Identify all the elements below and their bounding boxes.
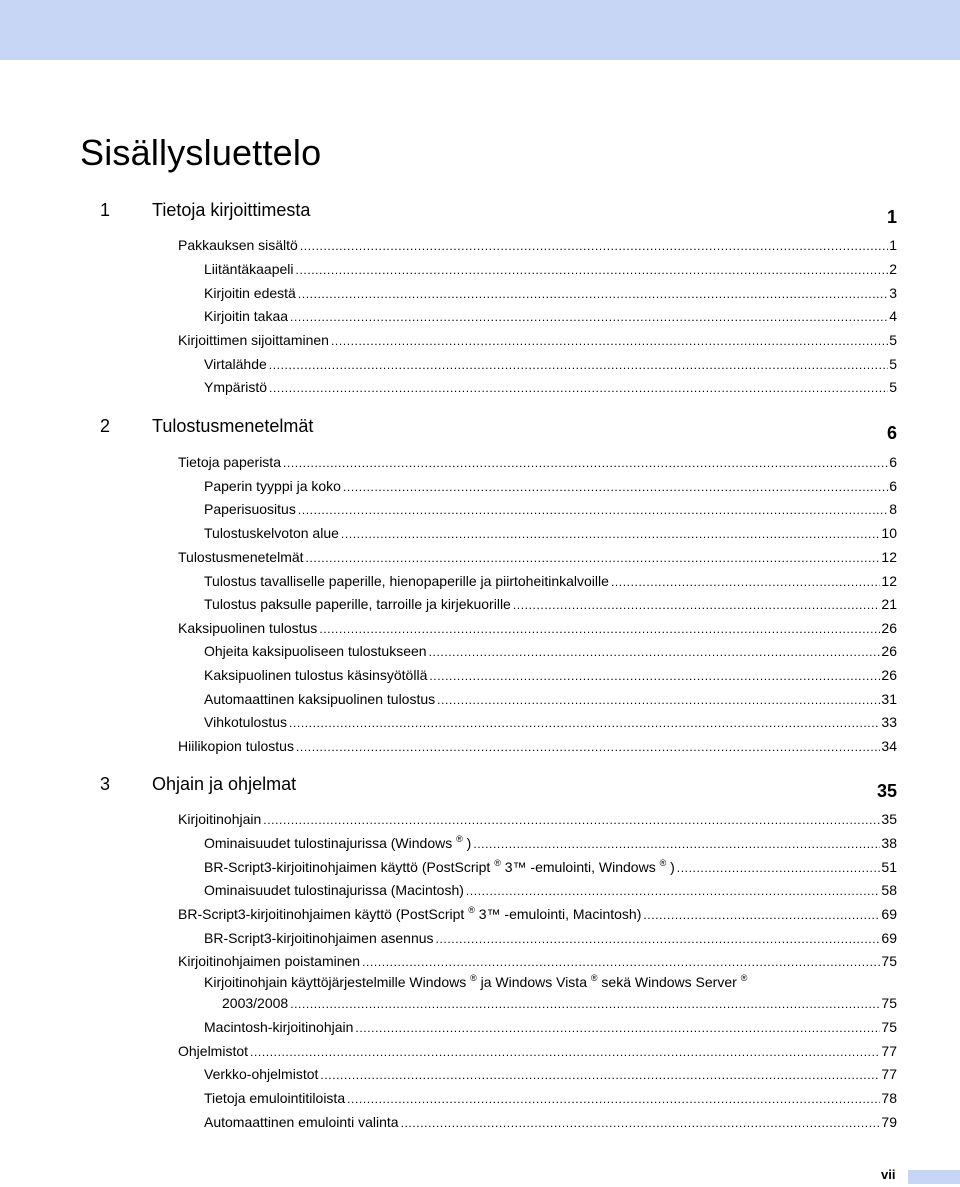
toc-entry[interactable] [204, 570, 897, 590]
toc-entry[interactable] [204, 282, 897, 302]
dot-leader [283, 454, 888, 468]
entry-title: Kirjoittimen sijoittaminen [178, 332, 329, 348]
registered-mark: ® [456, 834, 463, 844]
chapter-page: 1 [886, 207, 897, 227]
chapter-heading[interactable] [0, 416, 960, 444]
entry-page: 26 [881, 667, 897, 683]
dot-leader [343, 478, 888, 492]
entry-title: Ympäristö [204, 379, 268, 395]
chapter-title: Tietoja kirjoittimesta [152, 200, 311, 220]
dot-leader [300, 237, 888, 251]
entry-page: 1 [889, 237, 897, 253]
entry-title: Paperin tyyppi ja koko [204, 478, 341, 494]
registered-mark: ® [470, 973, 477, 983]
entry-title-part: Kirjoitinohjain käyttöjärjestelmille Windows [204, 974, 467, 990]
entry-page: 5 [889, 379, 897, 395]
entry-page: 58 [881, 882, 897, 898]
header-band [0, 0, 960, 60]
entry-page: 5 [889, 356, 897, 372]
entry-title-part: ) [466, 835, 472, 851]
entry-page: 4 [889, 308, 897, 324]
entry-title: Tietoja paperista [178, 454, 281, 470]
dot-leader [298, 285, 888, 299]
entry-page: 3 [889, 285, 897, 301]
entry-title: Pakkauksen sisältö [178, 237, 298, 253]
entry-title-part: BR-Script3-kirjoitinohjaimen käyttö (PostScript [178, 906, 465, 922]
toc-entry[interactable] [178, 903, 897, 923]
registered-mark: ® [659, 858, 667, 868]
registered-mark: ® [468, 905, 475, 915]
entry-page: 79 [881, 1114, 897, 1130]
entry-title: Kirjoitin edestä [204, 285, 296, 301]
dot-leader [320, 1066, 880, 1080]
dot-leader [473, 835, 880, 849]
entry-title: 2003/2008 [222, 995, 289, 1011]
entry-title: Ohjeita kaksipuoliseen tulostukseen [204, 643, 427, 659]
toc-entry[interactable] [204, 498, 897, 518]
entry-page: 51 [881, 859, 897, 875]
toc-entry[interactable] [204, 640, 897, 660]
toc-entry[interactable] [178, 546, 897, 566]
dot-leader [331, 332, 888, 346]
entry-title: Macintosh-kirjoitinohjain [204, 1019, 354, 1035]
entry-page: 26 [881, 620, 897, 636]
entry-page: 26 [881, 643, 897, 659]
toc-entry[interactable] [178, 451, 897, 471]
dot-leader [289, 714, 880, 728]
entry-title-part: ) [670, 859, 675, 875]
toc-entry[interactable] [204, 305, 897, 325]
toc-entry[interactable] [204, 1111, 897, 1131]
entry-title-part: ja Windows Vista [480, 974, 587, 990]
toc-entry[interactable] [204, 593, 897, 613]
entry-title: Vihkotulostus [204, 714, 288, 730]
entry-page: 75 [881, 953, 897, 969]
toc-entry[interactable] [178, 735, 897, 755]
dot-leader [290, 995, 880, 1009]
entry-page: 12 [881, 573, 897, 589]
entry-page: 35 [881, 811, 897, 827]
dot-leader [429, 667, 880, 681]
dot-leader [306, 549, 881, 563]
toc-entry[interactable] [204, 1063, 897, 1083]
entry-page: 77 [881, 1043, 897, 1059]
dot-leader [250, 1043, 880, 1057]
dot-leader [437, 691, 880, 705]
entry-page: 21 [881, 596, 897, 612]
dot-leader [269, 356, 888, 370]
entry-page: 75 [881, 995, 897, 1011]
entry-title: Tulostus paksulle paperille, tarroille ja kirjekuorille [204, 596, 511, 612]
dot-leader [677, 859, 881, 873]
chapter-page: 35 [876, 781, 897, 801]
dot-leader [466, 882, 881, 896]
entry-title [178, 906, 641, 923]
entry-title: Paperisuositus [204, 501, 296, 517]
entry-title: Kirjoitinohjain [178, 811, 262, 827]
entry-title: BR-Script3-kirjoitinohjaimen asennus [204, 930, 434, 946]
toc-entry[interactable] [204, 688, 897, 708]
entry-title-part: 3™ -emulointi, Windows [504, 859, 656, 875]
entry-title: Hiilikopion tulostus [178, 738, 294, 754]
entry-title: Liitäntäkaapeli [204, 261, 294, 277]
toc-entry[interactable] [178, 329, 897, 349]
entry-page: 69 [881, 906, 897, 922]
dot-leader [362, 953, 880, 967]
dot-leader [298, 501, 888, 515]
dot-leader [611, 573, 880, 587]
toc-entry[interactable] [178, 808, 897, 828]
entry-page: 69 [881, 930, 897, 946]
entry-title: Automaattinen emulointi valinta [204, 1114, 399, 1130]
entry-page: 12 [881, 549, 897, 565]
dot-leader [263, 811, 880, 825]
chapter-heading[interactable] [0, 200, 960, 228]
entry-title: Tulostuskelvoton alue [204, 525, 339, 541]
dot-leader [401, 1114, 881, 1128]
toc-entry[interactable] [204, 376, 897, 396]
toc-entry[interactable] [204, 711, 897, 731]
chapter-title: Ohjain ja ohjelmat [152, 774, 297, 794]
page-number: vii [881, 1167, 896, 1182]
toc-entry[interactable] [204, 522, 897, 542]
toc-entry[interactable] [204, 927, 897, 947]
entry-title: Ominaisuudet tulostinajurissa (Macintosh) [204, 882, 464, 898]
entry-title: Kaksipuolinen tulostus [178, 620, 318, 636]
footer-band [908, 1170, 960, 1184]
entry-title: Verkko-ohjelmistot [204, 1066, 319, 1082]
entry-page: 34 [881, 738, 897, 754]
entry-title-part: Ominaisuudet tulostinajurissa (Windows [204, 835, 453, 851]
entry-title: Tulostusmenetelmät [178, 549, 304, 565]
entry-page: 6 [889, 478, 897, 494]
dot-leader [436, 930, 881, 944]
toc-entry[interactable] [204, 258, 897, 278]
toc-entry[interactable] [178, 1040, 897, 1060]
entry-title [204, 859, 675, 876]
entry-page: 78 [881, 1090, 897, 1106]
dot-leader [319, 620, 880, 634]
entry-title: Virtalähde [204, 356, 267, 372]
toc-entry[interactable] [204, 832, 897, 852]
entry-page: 31 [881, 691, 897, 707]
chapter-title: Tulostusmenetelmät [152, 416, 314, 436]
dot-leader [347, 1090, 880, 1104]
entry-title: Tulostus tavalliselle paperille, hienopaperille ja piirtoheitinkalvoille [204, 573, 609, 589]
chapter-page: 6 [886, 423, 897, 443]
chapter-heading[interactable] [0, 774, 960, 802]
entry-title: Tietoja emulointitiloista [204, 1090, 346, 1106]
entry-title-part: sekä Windows Server [601, 974, 737, 990]
entry-page: 8 [889, 501, 897, 517]
dot-leader [296, 261, 889, 275]
dot-leader [643, 906, 880, 920]
toc-entry[interactable] [178, 950, 897, 970]
toc-entry-first-line[interactable] [204, 974, 747, 991]
dot-leader [269, 379, 888, 393]
chapter-number: 2 [100, 416, 111, 436]
toc-entry[interactable] [204, 1016, 897, 1036]
entry-page: 38 [881, 835, 897, 851]
toc-entry[interactable] [204, 856, 897, 876]
entry-title-part: BR-Script3-kirjoitinohjaimen käyttö (PostScript [204, 859, 491, 875]
entry-title: Automaattinen kaksipuolinen tulostus [204, 691, 436, 707]
entry-page: 75 [881, 1019, 897, 1035]
entry-page: 33 [881, 714, 897, 730]
toc-entry[interactable] [204, 664, 897, 684]
dot-leader [513, 596, 881, 610]
entry-title-part: 3™ -emulointi, Macintosh) [478, 906, 642, 922]
entry-page: 77 [881, 1066, 897, 1082]
toc-entry[interactable] [204, 879, 897, 899]
page-title: Sisällysluettelo [80, 132, 322, 173]
dot-leader [296, 738, 880, 752]
entry-page: 10 [881, 525, 897, 541]
chapter-number: 3 [100, 774, 111, 794]
entry-title: Kirjoitinohjaimen poistaminen [178, 953, 361, 969]
toc-entry[interactable] [204, 353, 897, 373]
entry-page: 2 [889, 261, 897, 277]
registered-mark: ® [590, 973, 598, 983]
toc-entry[interactable] [204, 1087, 897, 1107]
entry-title [204, 835, 471, 852]
entry-page: 5 [889, 332, 897, 348]
registered-mark: ® [740, 973, 748, 983]
dot-leader [429, 643, 881, 657]
chapter-number: 1 [100, 200, 111, 220]
entry-page: 6 [889, 454, 897, 470]
toc-entry[interactable] [178, 617, 897, 637]
toc-entry[interactable] [178, 234, 897, 254]
dot-leader [290, 308, 888, 322]
registered-mark: ® [494, 858, 501, 868]
toc-entry[interactable] [222, 992, 897, 1012]
entry-title: Kaksipuolinen tulostus käsinsyötöllä [204, 667, 428, 683]
entry-title: Ohjelmistot [178, 1043, 249, 1059]
toc-entry[interactable] [204, 475, 897, 495]
dot-leader [341, 525, 881, 539]
entry-title: Kirjoitin takaa [204, 308, 289, 324]
dot-leader [355, 1019, 880, 1033]
